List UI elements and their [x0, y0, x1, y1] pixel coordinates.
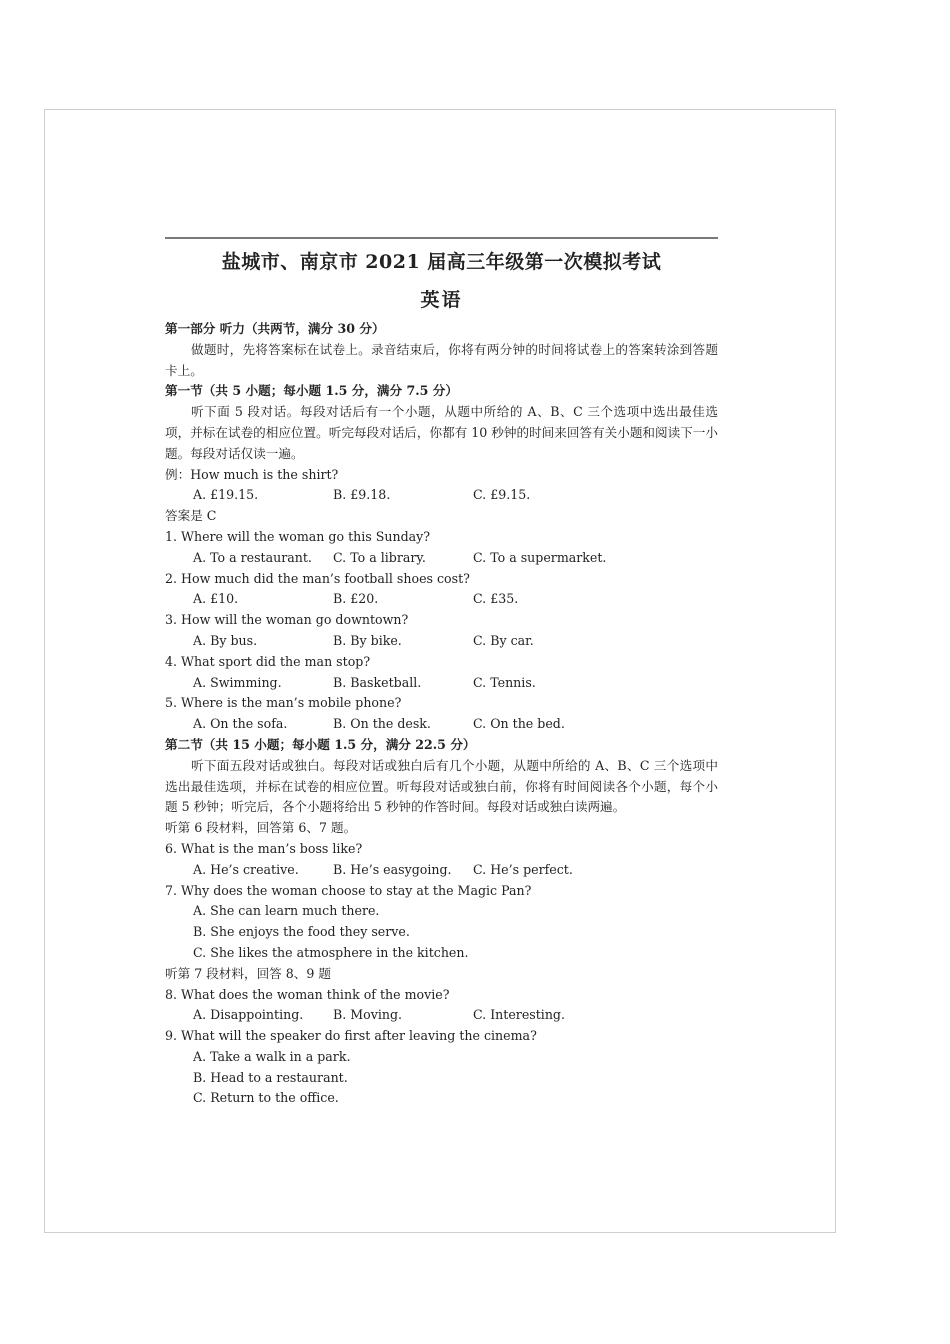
- part1-instructions: 做题时，先将答案标在试卷上。录音结束后，你将有两分钟的时间将试卷上的答案转涂到答题卡上。: [165, 341, 718, 378]
- example-options: [165, 485, 718, 506]
- option-a: A. To a restaurant.: [193, 549, 312, 565]
- question-3: 3. How will the woman go downtown?: [165, 612, 409, 628]
- option-b: B. Moving.: [333, 1007, 403, 1023]
- exam-subject: 英语: [420, 289, 463, 311]
- question-4-options: [165, 673, 718, 694]
- section2-instructions: 听下面五段对话或独白。每段对话或独白后有几个小题，从题中所给的 A、B、C 三个选项中选出最佳选项，并标在试卷的相应位置。听每段对话或独白前，你将有时间阅读各个小题，每个小题 5 秒钟；听完后，各个小题将给出 5 秒钟的作答时间。每段对话或独白读两遍。: [165, 757, 718, 815]
- option-b: B. On the desk.: [333, 716, 431, 732]
- question-5: 5. Where is the man’s mobile phone?: [165, 695, 402, 711]
- option-a: A. He’s creative.: [193, 861, 299, 877]
- question-6-options: [165, 860, 718, 881]
- option-c: C. £9.15.: [473, 487, 531, 503]
- option-a: A. Take a walk in a park.: [193, 1048, 351, 1064]
- option-c: C. Interesting.: [473, 1007, 565, 1023]
- option-b: B. She enjoys the food they serve.: [193, 924, 410, 940]
- question-4: 4. What sport did the man stop?: [165, 653, 371, 669]
- exam-content: [165, 237, 718, 1109]
- question-5-options: [165, 714, 718, 735]
- material-6-label: 听第 6 段材料，回答第 6、7 题。: [165, 820, 357, 836]
- question-2-options: [165, 589, 718, 610]
- option-c: C. £35.: [473, 591, 519, 607]
- section2-heading: 第二节（共 15 小题；每小题 1.5 分，满分 22.5 分）: [165, 736, 476, 752]
- option-b: B. By bike.: [333, 632, 402, 648]
- question-1-options: [165, 548, 718, 569]
- option-a: A. £19.15.: [193, 487, 259, 503]
- question-8-options: [165, 1005, 718, 1026]
- option-a: A. On the sofa.: [193, 716, 288, 732]
- option-a: A. £10.: [193, 591, 239, 607]
- option-c: C. Tennis.: [473, 674, 536, 690]
- question-2: 2. How much did the man’s football shoes cost?: [165, 570, 470, 586]
- example-answer: 答案是 C: [165, 508, 217, 524]
- exam-title: 盐城市、南京市 2021 届高三年级第一次模拟考试: [221, 251, 662, 273]
- option-a: A. Swimming.: [193, 674, 282, 690]
- header-rule: [165, 237, 718, 239]
- option-b: B. He’s easygoing.: [333, 861, 452, 877]
- option-a: A. She can learn much there.: [193, 903, 380, 919]
- option-c: C. He’s perfect.: [473, 861, 573, 877]
- option-b: C. To a library.: [333, 549, 426, 565]
- option-c: C. She likes the atmosphere in the kitchen.: [193, 944, 469, 960]
- part1-heading: 第一部分 听力（共两节，满分 30 分）: [165, 321, 385, 336]
- material-7-label: 听第 7 段材料，回答 8、9 题: [165, 965, 331, 981]
- question-8: 8. What does the woman think of the movie?: [165, 986, 450, 1002]
- option-c: C. To a supermarket.: [473, 549, 607, 565]
- option-a: A. By bus.: [193, 632, 258, 648]
- example-question: 例：How much is the shirt?: [165, 466, 339, 482]
- option-c: C. By car.: [473, 632, 534, 648]
- option-b: B. £20.: [333, 591, 379, 607]
- option-b: B. Basketball.: [333, 674, 422, 690]
- option-b: B. £9.18.: [333, 487, 391, 503]
- question-7: 7. Why does the woman choose to stay at the Magic Pan?: [165, 882, 532, 898]
- option-b: B. Head to a restaurant.: [193, 1069, 348, 1085]
- question-9: 9. What will the speaker do first after leaving the cinema?: [165, 1028, 537, 1044]
- question-1: 1. Where will the woman go this Sunday?: [165, 528, 431, 544]
- option-c: C. On the bed.: [473, 716, 565, 732]
- section1-instructions: 听下面 5 段对话。每段对话后有一个小题，从题中所给的 A、B、C 三个选项中选出最佳选项，并标在试卷的相应位置。听完每段对话后，你都有 10 秒钟的时间来回答有关小题和阅读下一小题。每段对话仅读一遍。: [165, 404, 718, 461]
- question-3-options: [165, 631, 718, 652]
- section1-heading: 第一节（共 5 小题；每小题 1.5 分，满分 7.5 分）: [165, 383, 458, 399]
- option-a: A. Disappointing.: [193, 1007, 304, 1023]
- question-6: 6. What is the man’s boss like?: [165, 840, 363, 856]
- option-c: C. Return to the office.: [193, 1090, 339, 1106]
